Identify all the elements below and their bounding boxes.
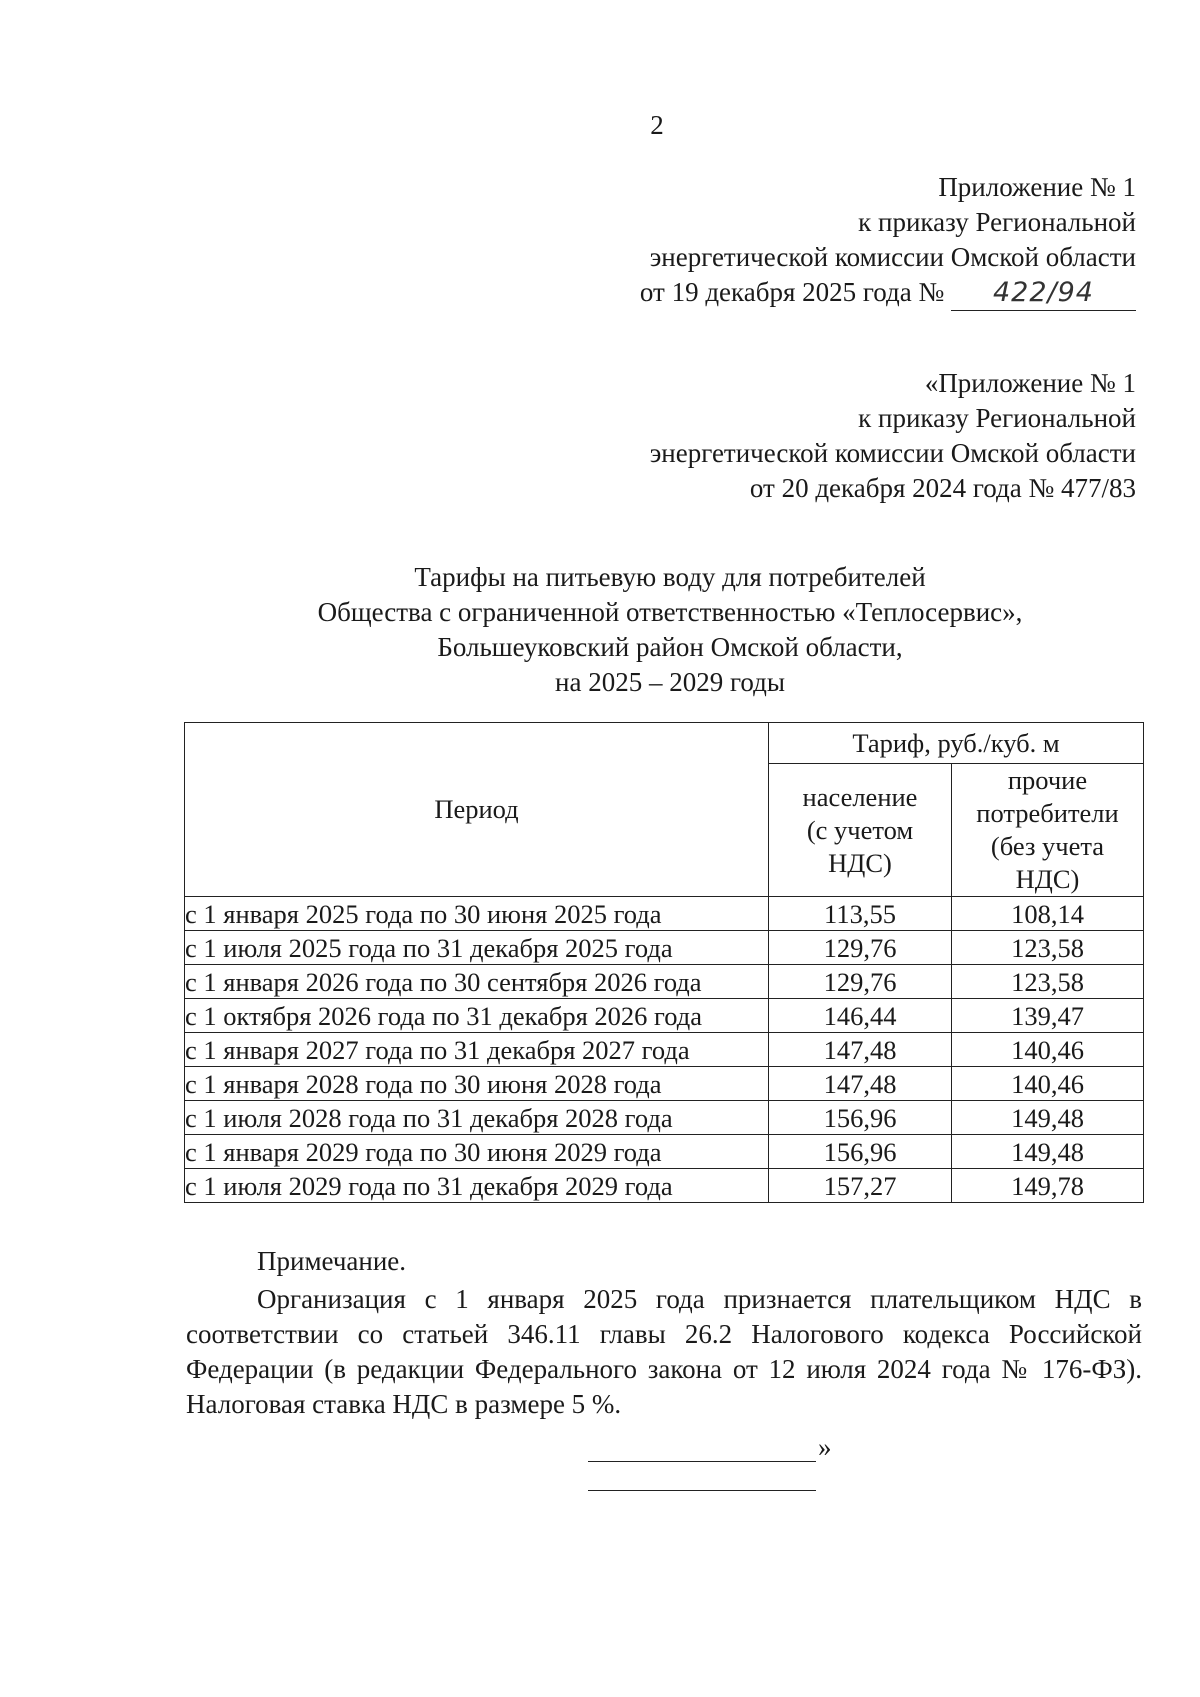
period-cell: с 1 января 2025 года по 30 июня 2025 года xyxy=(185,897,769,931)
table-row xyxy=(185,931,1144,965)
others-header-line3: (без учета xyxy=(990,831,1105,861)
others-column-header xyxy=(952,764,1144,897)
annex-current-date: от 19 декабря 2025 года № xyxy=(639,277,945,307)
period-cell: с 1 января 2029 года по 30 июня 2029 года xyxy=(185,1135,769,1169)
table-row xyxy=(185,1169,1144,1203)
table-row xyxy=(185,897,1144,931)
note-title: Примечание. xyxy=(257,1246,407,1276)
period-cell: с 1 октября 2026 года по 31 декабря 2026 года xyxy=(185,999,769,1033)
table-row xyxy=(185,1033,1144,1067)
title-line3: Большеуковский район Омской области, xyxy=(437,632,903,662)
others-tariff-cell: 149,48 xyxy=(952,1135,1144,1169)
population-tariff-cell: 146,44 xyxy=(769,999,952,1033)
annex-current-line3: энергетической комиссии Омской области xyxy=(649,242,1136,272)
others-tariff-cell: 108,14 xyxy=(952,897,1144,931)
population-tariff-cell: 147,48 xyxy=(769,1067,952,1101)
others-tariff-cell: 139,47 xyxy=(952,999,1144,1033)
population-tariff-cell: 129,76 xyxy=(769,965,952,999)
annex-previous-line1: «Приложение № 1 xyxy=(924,368,1136,398)
table-row xyxy=(185,999,1144,1033)
note-text xyxy=(186,1282,1142,1422)
tariff-column-header: Тариф, руб./куб. м xyxy=(769,723,1144,764)
handwritten-order-number: 422/94 xyxy=(951,275,1136,311)
others-header-line2: потребители xyxy=(976,798,1119,828)
others-tariff-cell: 149,48 xyxy=(952,1101,1144,1135)
population-header-line2: (с учетом xyxy=(806,814,914,845)
tariff-table xyxy=(184,722,1144,1203)
population-header-line3: НДС) xyxy=(828,847,892,878)
annex-previous-line4: от 20 декабря 2024 года № 477/83 xyxy=(749,473,1136,503)
annex-previous-line3: энергетической комиссии Омской области xyxy=(649,438,1136,468)
others-header-line1: прочие xyxy=(1007,765,1088,795)
annex-current-line1: Приложение № 1 xyxy=(938,172,1136,202)
table-row xyxy=(185,965,1144,999)
period-cell: с 1 июля 2029 года по 31 декабря 2029 года xyxy=(185,1169,769,1203)
title-line4: на 2025 – 2029 годы xyxy=(555,667,785,697)
closing-signature-line xyxy=(588,1433,816,1462)
others-tariff-cell: 123,58 xyxy=(952,931,1144,965)
period-cell: с 1 июля 2025 года по 31 декабря 2025 года xyxy=(185,931,769,965)
annex-current-line2: к приказу Региональной xyxy=(858,207,1136,237)
others-tariff-cell: 123,58 xyxy=(952,965,1144,999)
note-paragraph: Организация с 1 января 2025 года признается плательщиком НДС в соответствии со статьей 346.11 главы 26.2 Налогового кодекса Российской Федерации (в редакции Федерального закона от 12 июля 2024 года № 176-ФЗ). Налоговая ставка НДС в размере 5 %. xyxy=(186,1284,1142,1419)
annex-current xyxy=(516,170,1136,311)
document-title xyxy=(180,560,1160,700)
population-header-line1: население xyxy=(802,781,918,812)
period-cell: с 1 января 2026 года по 30 сентября 2026 года xyxy=(185,965,769,999)
table-row xyxy=(185,1101,1144,1135)
title-line1: Тарифы на питьевую воду для потребителей xyxy=(414,562,926,592)
table-row xyxy=(185,1067,1144,1101)
period-cell: с 1 января 2028 года по 30 июня 2028 года xyxy=(185,1067,769,1101)
annex-current-line4 xyxy=(516,275,1136,311)
population-tariff-cell: 129,76 xyxy=(769,931,952,965)
population-column-header xyxy=(769,764,952,897)
population-tariff-cell: 157,27 xyxy=(769,1169,952,1203)
population-tariff-cell: 147,48 xyxy=(769,1033,952,1067)
closing-quote: » xyxy=(818,1432,832,1462)
page-number: 2 xyxy=(650,110,664,140)
title-line2: Общества с ограниченной ответственностью «Теплосервис», xyxy=(317,597,1023,627)
table-row xyxy=(185,1135,1144,1169)
others-header-line4: НДС) xyxy=(1015,864,1080,894)
others-tariff-cell: 149,78 xyxy=(952,1169,1144,1203)
annex-previous-line2: к приказу Региональной xyxy=(858,403,1136,433)
population-tariff-cell: 156,96 xyxy=(769,1135,952,1169)
others-tariff-cell: 140,46 xyxy=(952,1033,1144,1067)
population-tariff-cell: 156,96 xyxy=(769,1101,952,1135)
period-cell: с 1 июля 2028 года по 31 декабря 2028 года xyxy=(185,1101,769,1135)
others-tariff-cell: 140,46 xyxy=(952,1067,1144,1101)
population-tariff-cell: 113,55 xyxy=(769,897,952,931)
bottom-separator-line xyxy=(588,1490,816,1491)
period-cell: с 1 января 2027 года по 31 декабря 2027 года xyxy=(185,1033,769,1067)
period-column-header: Период xyxy=(185,723,769,897)
annex-previous xyxy=(516,366,1136,506)
